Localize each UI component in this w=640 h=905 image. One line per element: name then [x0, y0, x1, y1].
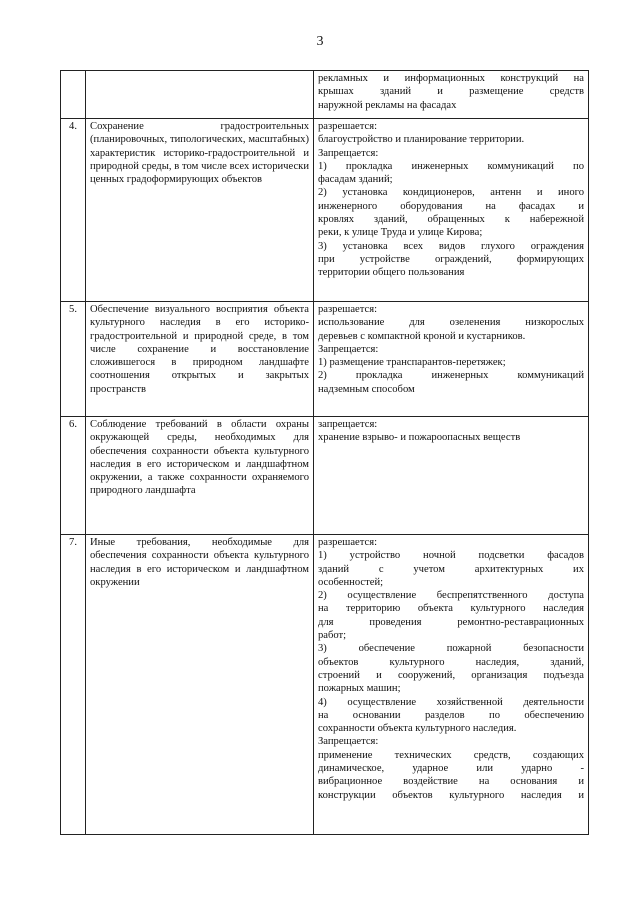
- row-number: 4.: [61, 119, 86, 302]
- regime-line: для проведения ремонтно-реставрационных: [318, 616, 584, 628]
- regime-line: 3) обеспечение пожарной безопасности: [318, 643, 584, 655]
- regime-line: объектов культурного наследия, зданий,: [318, 656, 584, 668]
- regime-line: 2) установка кондиционеров, антенн и иного: [318, 187, 584, 199]
- table-row: [61, 302, 589, 417]
- regime-line: сохранности объекта культурного наследия.: [318, 723, 517, 735]
- requirement-regime: [314, 302, 589, 417]
- regime-line: использование для озеленения низкорослых: [318, 317, 584, 329]
- regime-line: хранение взрыво- и пожароопасных веществ: [318, 432, 521, 444]
- regime-line: 4) осуществление хозяйственной деятельности: [318, 696, 584, 708]
- regime-line: Запрещается:: [318, 736, 379, 748]
- regime-line: особенностей;: [318, 576, 384, 588]
- requirement-name: [86, 71, 314, 119]
- requirement-name: Обеспечение визуального восприятия объекта культурного наследия в его историко-градостроительной и природной среде, в том числе сохранение и восстановление сложившегося в природном ландшафте соотношения открытых и закрытых пространств: [86, 302, 314, 417]
- regime-line: наружной рекламы на фасадах: [318, 99, 457, 111]
- regime-line: разрешается:: [318, 304, 378, 315]
- requirement-regime: [314, 119, 589, 302]
- regime-line: Запрещается:: [318, 343, 379, 355]
- regime-line: разрешается:: [318, 537, 378, 548]
- regime-line: территории общего пользования: [318, 267, 465, 279]
- regime-line: деревьев с компактной кроной и кустарников.: [318, 330, 526, 342]
- regime-line: разрешается:: [318, 121, 378, 132]
- row-number: 5.: [61, 302, 86, 417]
- regime-line: 1) размещение транспарантов-перетяжек;: [318, 357, 506, 369]
- regime-line: вибрационное воздействие на основания и: [318, 776, 584, 788]
- regime-line: пожарных машин;: [318, 683, 401, 695]
- regime-line: надземным способом: [318, 383, 415, 395]
- regime-line: Запрещается:: [318, 147, 379, 159]
- regime-line: кровлях зданий, обращенных к набережной: [318, 214, 584, 226]
- regime-line: при устройстве ограждений, формирующих: [318, 253, 584, 265]
- regime-line: 1) устройство ночной подсветки фасадов: [318, 550, 584, 562]
- regime-line: реки, к улице Труда и улице Кирова;: [318, 227, 483, 239]
- regime-line: 2) прокладка инженерных коммуникаций: [318, 370, 584, 382]
- requirement-name: Сохранение градостроительных (планировочных, типологических, масштабных) характеристик историко-градостроительной и природной среды, в том числе всех исторически ценных градоформирующих объектов: [86, 119, 314, 302]
- requirement-regime: [314, 71, 589, 119]
- regime-line: зданий с учетом архитектурных их: [318, 563, 584, 575]
- requirements-table: [60, 70, 589, 835]
- regime-line: 3) установка всех видов глухого ограждения: [318, 240, 584, 252]
- row-number: [61, 71, 86, 119]
- regime-line: инженерного оборудования на фасадах и: [318, 200, 584, 212]
- row-number: 7.: [61, 535, 86, 835]
- table-row: [61, 417, 589, 535]
- table-row: [61, 535, 589, 835]
- page-number: 3: [316, 34, 324, 49]
- requirement-regime: [314, 535, 589, 835]
- regime-line: 2) осуществление беспрепятственного доступа: [318, 590, 584, 602]
- table-row: [61, 119, 589, 302]
- regime-line: строений и сооружений, организация подъезда: [318, 669, 584, 681]
- regime-line: благоустройство и планирование территории.: [318, 134, 525, 146]
- regime-line: 1) прокладка инженерных коммуникаций по: [318, 160, 584, 172]
- regime-line: крышах зданий и размещение средств: [318, 86, 584, 98]
- requirement-regime: [314, 417, 589, 535]
- regime-line: на территорию объекта культурного наследия: [318, 603, 584, 615]
- regime-line: динамическое, ударное или ударно -: [318, 763, 584, 775]
- regime-line: применение технических средств, создающих: [318, 749, 584, 761]
- table-row: [61, 71, 589, 119]
- regime-line: фасадам зданий;: [318, 174, 393, 186]
- regime-line: запрещается:: [318, 419, 378, 430]
- requirement-name: Соблюдение требований в области охраны окружающей среды, необходимых для обеспечения сохранности объекта культурного наследия в его историческом и ландшафтном окружении, а также сохранности охраняемого природного ландшафта: [86, 417, 314, 535]
- regime-line: работ;: [318, 630, 347, 642]
- regime-line: рекламных и информационных конструкций на: [318, 73, 584, 84]
- regime-line: конструкции объектов культурного наследия и: [318, 789, 584, 801]
- requirements-table-body: [61, 71, 589, 835]
- row-number: 6.: [61, 417, 86, 535]
- requirement-name: Иные требования, необходимые для обеспечения сохранности объекта культурного наследия в его историческом и ландшафтном окружении: [86, 535, 314, 835]
- regime-line: на основании разделов по обеспечению: [318, 709, 584, 721]
